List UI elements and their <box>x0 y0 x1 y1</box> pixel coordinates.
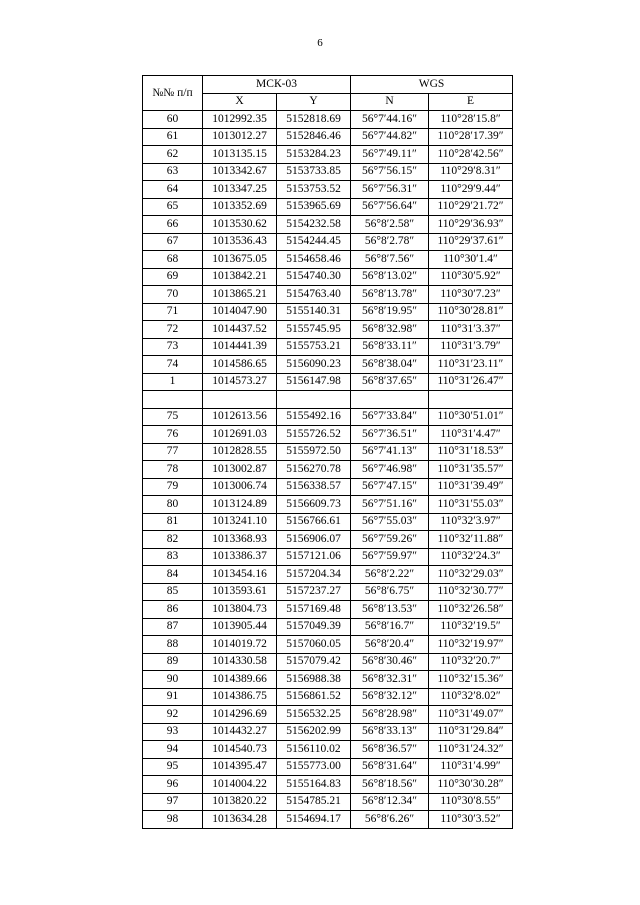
table-row <box>143 233 513 251</box>
cell-e: 110°32′29.03″ <box>429 566 513 584</box>
cell-y: 5157121.06 <box>277 548 351 566</box>
cell-n <box>351 391 429 409</box>
cell-num: 67 <box>143 233 203 251</box>
cell-x: 1013124.89 <box>203 496 277 514</box>
cell-x: 1014540.73 <box>203 741 277 759</box>
table-row <box>143 128 513 146</box>
cell-e: 110°29′21.72″ <box>429 198 513 216</box>
table-row <box>143 671 513 689</box>
cell-y: 5153965.69 <box>277 198 351 216</box>
cell-x: 1014019.72 <box>203 636 277 654</box>
cell-e: 110°32′20.7″ <box>429 653 513 671</box>
cell-x: 1012613.56 <box>203 408 277 426</box>
cell-num: 72 <box>143 321 203 339</box>
cell-y: 5156338.57 <box>277 478 351 496</box>
cell-x: 1013634.28 <box>203 811 277 829</box>
header-x: X <box>203 93 277 111</box>
cell-e: 110°28′17.39″ <box>429 128 513 146</box>
cell-y: 5157049.39 <box>277 618 351 636</box>
cell-e: 110°30′5.92″ <box>429 268 513 286</box>
table-row <box>143 793 513 811</box>
table-row <box>143 303 513 321</box>
cell-e: 110°31′4.99″ <box>429 758 513 776</box>
cell-y: 5157079.42 <box>277 653 351 671</box>
cell-num: 98 <box>143 811 203 829</box>
cell-x: 1014386.75 <box>203 688 277 706</box>
cell-num: 82 <box>143 531 203 549</box>
cell-e: 110°30′28.81″ <box>429 303 513 321</box>
cell-x: 1013804.73 <box>203 601 277 619</box>
cell-x: 1013342.67 <box>203 163 277 181</box>
cell-x: 1012828.55 <box>203 443 277 461</box>
cell-y: 5152846.46 <box>277 128 351 146</box>
cell-n: 56°7′59.97″ <box>351 548 429 566</box>
cell-e: 110°30′3.52″ <box>429 811 513 829</box>
cell-n: 56°7′44.16″ <box>351 111 429 129</box>
cell-y: 5154694.17 <box>277 811 351 829</box>
table-row <box>143 163 513 181</box>
cell-x: 1014047.90 <box>203 303 277 321</box>
cell-n: 56°8′31.64″ <box>351 758 429 776</box>
cell-x: 1013454.16 <box>203 566 277 584</box>
cell-n: 56°8′33.11″ <box>351 338 429 356</box>
cell-n: 56°8′16.7″ <box>351 618 429 636</box>
cell-e: 110°30′8.55″ <box>429 793 513 811</box>
cell-e: 110°31′35.57″ <box>429 461 513 479</box>
cell-num: 92 <box>143 706 203 724</box>
cell-e: 110°29′8.31″ <box>429 163 513 181</box>
cell-n: 56°7′47.15″ <box>351 478 429 496</box>
table-row <box>143 513 513 531</box>
cell-e: 110°31′23.11″ <box>429 356 513 374</box>
cell-e: 110°31′3.79″ <box>429 338 513 356</box>
cell-num: 64 <box>143 181 203 199</box>
cell-y: 5155972.50 <box>277 443 351 461</box>
cell-y: 5157169.48 <box>277 601 351 619</box>
cell-y: 5156110.02 <box>277 741 351 759</box>
cell-y: 5156766.61 <box>277 513 351 531</box>
cell-y: 5154740.30 <box>277 268 351 286</box>
table-row <box>143 478 513 496</box>
cell-num: 60 <box>143 111 203 129</box>
cell-num: 76 <box>143 426 203 444</box>
cell-x: 1014441.39 <box>203 338 277 356</box>
cell-y: 5155753.21 <box>277 338 351 356</box>
cell-n: 56°8′28.98″ <box>351 706 429 724</box>
cell-num: 97 <box>143 793 203 811</box>
cell-e: 110°28′42.56″ <box>429 146 513 164</box>
cell-num: 61 <box>143 128 203 146</box>
cell-num: 62 <box>143 146 203 164</box>
cell-x: 1013905.44 <box>203 618 277 636</box>
table-body <box>143 111 513 829</box>
table-row <box>143 618 513 636</box>
cell-num: 81 <box>143 513 203 531</box>
cell-e: 110°32′3.97″ <box>429 513 513 531</box>
cell-e: 110°32′30.77″ <box>429 583 513 601</box>
header-e: E <box>429 93 513 111</box>
cell-x: 1013842.21 <box>203 268 277 286</box>
cell-n: 56°7′56.15″ <box>351 163 429 181</box>
cell-num <box>143 391 203 409</box>
header-point-number: №№ п/п <box>143 76 203 111</box>
cell-e: 110°30′51.01″ <box>429 408 513 426</box>
cell-n: 56°8′6.26″ <box>351 811 429 829</box>
header-y: Y <box>277 93 351 111</box>
table-row <box>143 811 513 829</box>
cell-num: 1 <box>143 373 203 391</box>
coordinates-table <box>142 75 513 829</box>
table-row <box>143 723 513 741</box>
cell-e: 110°28′15.8″ <box>429 111 513 129</box>
cell-x: 1013368.93 <box>203 531 277 549</box>
cell-x: 1012691.03 <box>203 426 277 444</box>
cell-x: 1014573.27 <box>203 373 277 391</box>
cell-e: 110°32′19.97″ <box>429 636 513 654</box>
cell-x: 1013241.10 <box>203 513 277 531</box>
cell-n: 56°8′33.13″ <box>351 723 429 741</box>
cell-num: 96 <box>143 776 203 794</box>
table-row <box>143 198 513 216</box>
cell-e: 110°30′7.23″ <box>429 286 513 304</box>
cell-e: 110°31′55.03″ <box>429 496 513 514</box>
cell-n: 56°7′56.31″ <box>351 181 429 199</box>
cell-y: 5156147.98 <box>277 373 351 391</box>
table-row <box>143 601 513 619</box>
cell-num: 65 <box>143 198 203 216</box>
cell-num: 83 <box>143 548 203 566</box>
cell-num: 80 <box>143 496 203 514</box>
table-row <box>143 741 513 759</box>
cell-n: 56°7′33.84″ <box>351 408 429 426</box>
cell-e <box>429 391 513 409</box>
cell-y: 5155140.31 <box>277 303 351 321</box>
cell-y: 5156532.25 <box>277 706 351 724</box>
table-row <box>143 461 513 479</box>
cell-e: 110°31′3.37″ <box>429 321 513 339</box>
cell-num: 75 <box>143 408 203 426</box>
table-row <box>143 251 513 269</box>
table-row <box>143 636 513 654</box>
table-row <box>143 356 513 374</box>
cell-x: 1013675.05 <box>203 251 277 269</box>
cell-y: 5156988.38 <box>277 671 351 689</box>
table-row <box>143 391 513 409</box>
cell-n: 56°7′41.13″ <box>351 443 429 461</box>
cell-num: 73 <box>143 338 203 356</box>
cell-e: 110°31′39.49″ <box>429 478 513 496</box>
cell-n: 56°8′12.34″ <box>351 793 429 811</box>
cell-num: 84 <box>143 566 203 584</box>
cell-n: 56°8′2.58″ <box>351 216 429 234</box>
header-n: N <box>351 93 429 111</box>
table-row <box>143 111 513 129</box>
cell-y: 5157204.34 <box>277 566 351 584</box>
cell-num: 95 <box>143 758 203 776</box>
cell-y: 5156861.52 <box>277 688 351 706</box>
cell-n: 56°7′59.26″ <box>351 531 429 549</box>
cell-e: 110°32′11.88″ <box>429 531 513 549</box>
cell-x: 1012992.35 <box>203 111 277 129</box>
cell-y: 5155164.83 <box>277 776 351 794</box>
cell-n: 56°8′7.56″ <box>351 251 429 269</box>
cell-x: 1013536.43 <box>203 233 277 251</box>
cell-e: 110°31′29.84″ <box>429 723 513 741</box>
cell-y: 5153753.52 <box>277 181 351 199</box>
cell-e: 110°31′4.47″ <box>429 426 513 444</box>
cell-num: 68 <box>143 251 203 269</box>
cell-n: 56°8′13.53″ <box>351 601 429 619</box>
table-row <box>143 146 513 164</box>
cell-n: 56°8′18.56″ <box>351 776 429 794</box>
cell-e: 110°29′36.93″ <box>429 216 513 234</box>
cell-n: 56°8′32.12″ <box>351 688 429 706</box>
table-row <box>143 496 513 514</box>
cell-x: 1013347.25 <box>203 181 277 199</box>
cell-y: 5156090.23 <box>277 356 351 374</box>
cell-num: 74 <box>143 356 203 374</box>
cell-num: 93 <box>143 723 203 741</box>
cell-y: 5155773.00 <box>277 758 351 776</box>
cell-e: 110°30′1.4″ <box>429 251 513 269</box>
cell-e: 110°31′24.32″ <box>429 741 513 759</box>
cell-n: 56°8′36.57″ <box>351 741 429 759</box>
cell-x: 1013593.61 <box>203 583 277 601</box>
table-row <box>143 408 513 426</box>
cell-y: 5157060.05 <box>277 636 351 654</box>
cell-n: 56°8′30.46″ <box>351 653 429 671</box>
cell-num: 79 <box>143 478 203 496</box>
cell-num: 66 <box>143 216 203 234</box>
cell-e: 110°29′37.61″ <box>429 233 513 251</box>
header-wgs: WGS <box>351 76 513 94</box>
cell-y: 5154232.58 <box>277 216 351 234</box>
cell-n: 56°8′2.22″ <box>351 566 429 584</box>
cell-num: 71 <box>143 303 203 321</box>
table-row <box>143 338 513 356</box>
cell-num: 63 <box>143 163 203 181</box>
cell-x: 1013002.87 <box>203 461 277 479</box>
cell-x <box>203 391 277 409</box>
cell-y: 5155745.95 <box>277 321 351 339</box>
cell-x: 1013865.21 <box>203 286 277 304</box>
cell-n: 56°8′37.65″ <box>351 373 429 391</box>
page-number: 6 <box>317 37 323 49</box>
cell-x: 1014389.66 <box>203 671 277 689</box>
cell-y: 5156609.73 <box>277 496 351 514</box>
cell-x: 1014296.69 <box>203 706 277 724</box>
cell-e: 110°32′24.3″ <box>429 548 513 566</box>
table-row <box>143 758 513 776</box>
table-row <box>143 706 513 724</box>
cell-num: 89 <box>143 653 203 671</box>
table-row <box>143 443 513 461</box>
cell-y: 5154658.46 <box>277 251 351 269</box>
cell-num: 88 <box>143 636 203 654</box>
cell-n: 56°8′20.4″ <box>351 636 429 654</box>
cell-y: 5156906.07 <box>277 531 351 549</box>
table-row <box>143 776 513 794</box>
cell-e: 110°31′26.47″ <box>429 373 513 391</box>
table-row <box>143 426 513 444</box>
cell-n: 56°7′56.64″ <box>351 198 429 216</box>
cell-x: 1014432.27 <box>203 723 277 741</box>
cell-num: 90 <box>143 671 203 689</box>
table-row <box>143 373 513 391</box>
table-row <box>143 216 513 234</box>
cell-y: 5155492.16 <box>277 408 351 426</box>
cell-n: 56°7′55.03″ <box>351 513 429 531</box>
cell-x: 1013135.15 <box>203 146 277 164</box>
cell-n: 56°7′46.98″ <box>351 461 429 479</box>
cell-y: 5152818.69 <box>277 111 351 129</box>
cell-e: 110°31′49.07″ <box>429 706 513 724</box>
table-row <box>143 321 513 339</box>
cell-x: 1014586.65 <box>203 356 277 374</box>
table-row <box>143 531 513 549</box>
cell-n: 56°8′19.95″ <box>351 303 429 321</box>
table-header-row <box>143 76 513 94</box>
cell-n: 56°8′2.78″ <box>351 233 429 251</box>
table-row <box>143 688 513 706</box>
table-row <box>143 566 513 584</box>
cell-e: 110°32′15.36″ <box>429 671 513 689</box>
cell-num: 86 <box>143 601 203 619</box>
cell-e: 110°30′30.28″ <box>429 776 513 794</box>
cell-n: 56°8′38.04″ <box>351 356 429 374</box>
cell-n: 56°8′6.75″ <box>351 583 429 601</box>
cell-y: 5154763.40 <box>277 286 351 304</box>
table-row <box>143 268 513 286</box>
cell-x: 1014395.47 <box>203 758 277 776</box>
table-row <box>143 653 513 671</box>
table-row <box>143 548 513 566</box>
cell-e: 110°32′8.02″ <box>429 688 513 706</box>
cell-num: 77 <box>143 443 203 461</box>
cell-num: 91 <box>143 688 203 706</box>
cell-e: 110°32′26.58″ <box>429 601 513 619</box>
cell-y: 5154244.45 <box>277 233 351 251</box>
cell-y: 5153284.23 <box>277 146 351 164</box>
cell-n: 56°8′13.02″ <box>351 268 429 286</box>
cell-y: 5155726.52 <box>277 426 351 444</box>
cell-x: 1013530.62 <box>203 216 277 234</box>
cell-x: 1013820.22 <box>203 793 277 811</box>
cell-y: 5156202.99 <box>277 723 351 741</box>
cell-num: 85 <box>143 583 203 601</box>
cell-n: 56°8′32.98″ <box>351 321 429 339</box>
table-row <box>143 286 513 304</box>
cell-n: 56°7′36.51″ <box>351 426 429 444</box>
cell-num: 94 <box>143 741 203 759</box>
cell-x: 1013006.74 <box>203 478 277 496</box>
table-row <box>143 181 513 199</box>
cell-x: 1013352.69 <box>203 198 277 216</box>
cell-e: 110°29′9.44″ <box>429 181 513 199</box>
cell-e: 110°32′19.5″ <box>429 618 513 636</box>
cell-x: 1014437.52 <box>203 321 277 339</box>
cell-y <box>277 391 351 409</box>
cell-num: 70 <box>143 286 203 304</box>
table-row <box>143 583 513 601</box>
cell-n: 56°8′32.31″ <box>351 671 429 689</box>
cell-num: 87 <box>143 618 203 636</box>
cell-n: 56°8′13.78″ <box>351 286 429 304</box>
cell-n: 56°7′44.82″ <box>351 128 429 146</box>
header-msk-03: МСК-03 <box>203 76 351 94</box>
cell-num: 78 <box>143 461 203 479</box>
cell-x: 1013386.37 <box>203 548 277 566</box>
cell-y: 5156270.78 <box>277 461 351 479</box>
cell-num: 69 <box>143 268 203 286</box>
cell-y: 5154785.21 <box>277 793 351 811</box>
cell-n: 56°7′49.11″ <box>351 146 429 164</box>
cell-x: 1014330.58 <box>203 653 277 671</box>
cell-x: 1013012.27 <box>203 128 277 146</box>
cell-n: 56°7′51.16″ <box>351 496 429 514</box>
cell-y: 5157237.27 <box>277 583 351 601</box>
cell-y: 5153733.85 <box>277 163 351 181</box>
cell-e: 110°31′18.53″ <box>429 443 513 461</box>
cell-x: 1014004.22 <box>203 776 277 794</box>
